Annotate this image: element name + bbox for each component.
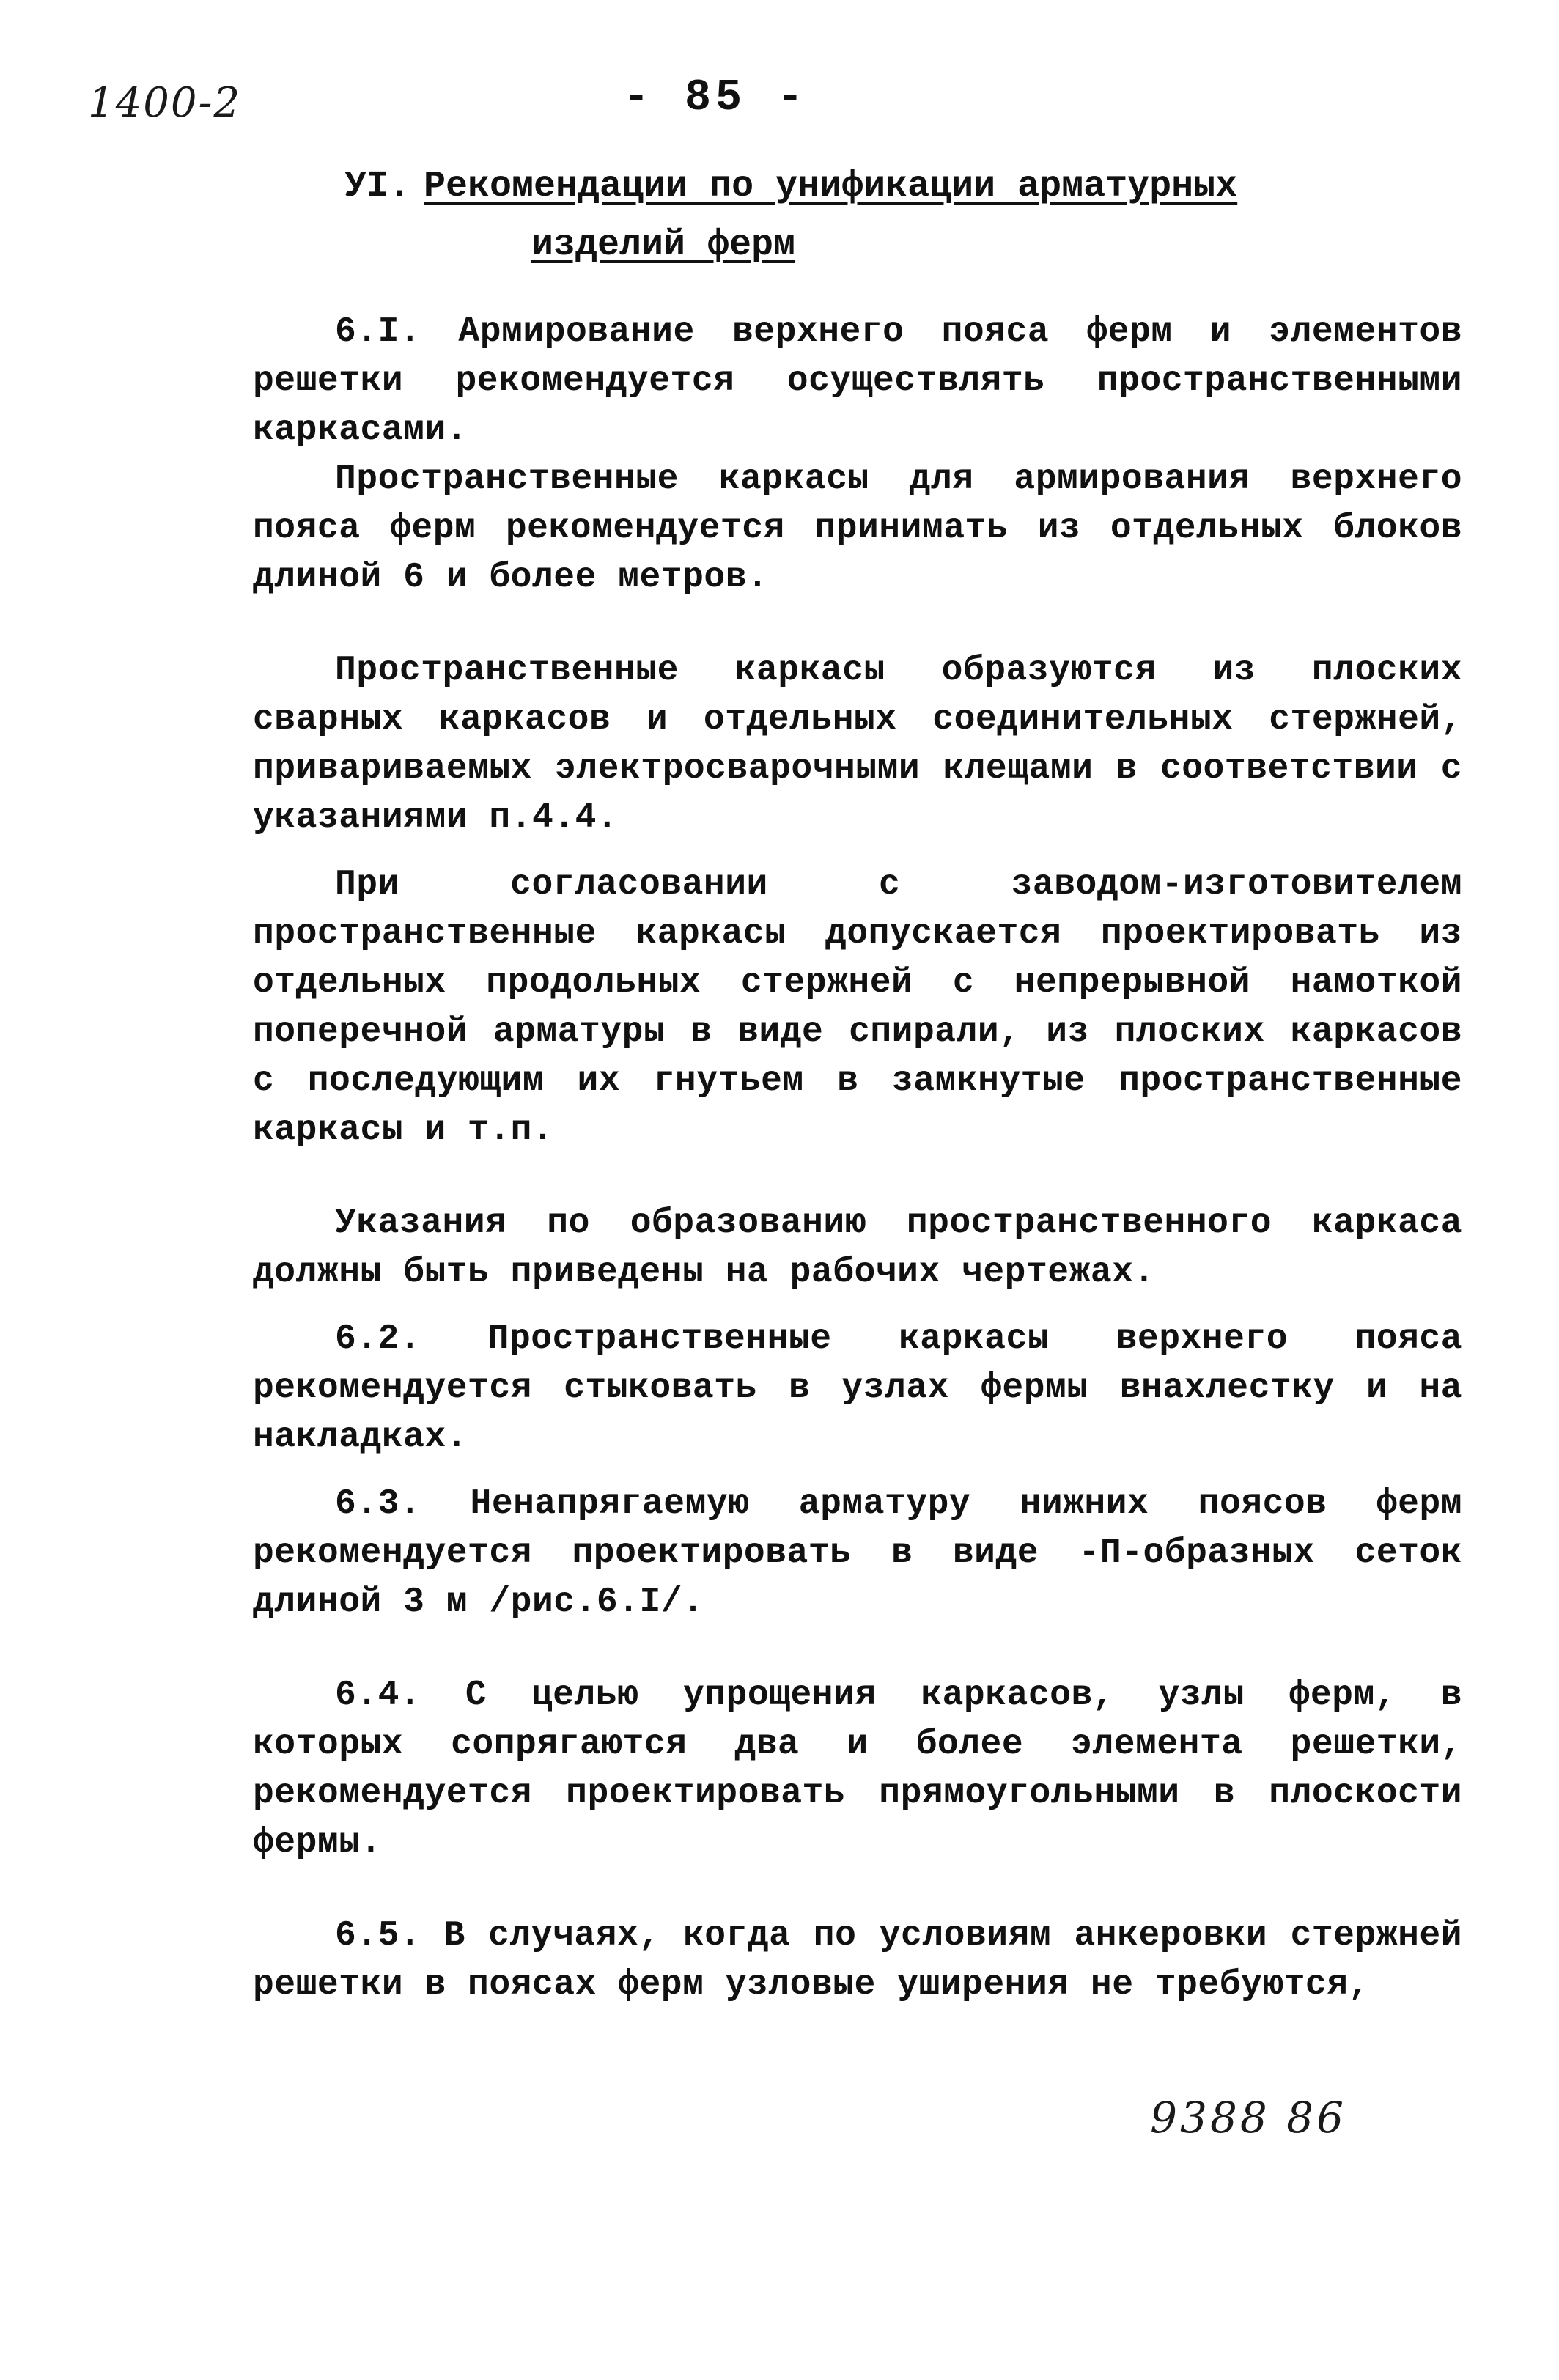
paragraph-6-3: 6.3. Ненапрягаемую арматуру нижних поясов ферм рекомендуется проектировать в виде -П-образных сеток длиной 3 м /рис.6.I/. <box>253 1484 1462 1622</box>
section-heading <box>344 158 1371 275</box>
document-code: 1400-2 <box>88 79 242 127</box>
section-title-line2: изделий ферм <box>531 224 796 266</box>
paragraph-6-4: 6.4. С целью упрощения каркасов, узлы ферм, в которых сопрягаются два и более элемента решетки, рекомендуется проектировать прямоугольными в плоскости фермы. <box>253 1676 1462 1863</box>
paragraph-6-1-agreement: При согласовании с заводом-изготовителем пространственные каркасы допускается проектировать из отдельных продольных стержней с непрерывной намоткой поперечной арматуры в виде спирали, из плоских каркасов с последующим их гнутьем в замкнутые пространственные каркасы и т.п. <box>253 865 1462 1150</box>
document-body <box>253 308 1462 2010</box>
page-number: - 85 - <box>623 73 808 123</box>
paragraph-6-2: 6.2. Пространственные каркасы верхнего пояса рекомендуется стыковать в узлах фермы внахлестку и на накладках. <box>253 1319 1462 1457</box>
section-title-line1: Рекомендации по унификации арматурных <box>424 166 1238 207</box>
handwritten-footer-number: 9388 86 <box>1150 2093 1346 2143</box>
section-number: УI. <box>344 166 411 207</box>
paragraph-6-1-blocks: Пространственные каркасы для армирования верхнего пояса ферм рекомендуется принимать из отдельных блоков длиной 6 и более метров. <box>253 460 1462 597</box>
paragraph-6-1: 6.I. Армирование верхнего пояса ферм и элементов решетки рекомендуется осуществлять пространственными каркасами. <box>253 312 1462 450</box>
paragraph-6-1-formation: Пространственные каркасы образуются из плоских сварных каркасов и отдельных соединительных стержней, привариваемых электросварочными клещами в соответствии с указаниями п.4.4. <box>253 651 1462 838</box>
paragraph-6-5: 6.5. В случаях, когда по условиям анкеровки стержней решетки в поясах ферм узловые уширения не требуются, <box>253 1916 1462 2005</box>
paragraph-6-1-instructions: Указания по образованию пространственного каркаса должны быть приведены на рабочих чертежах. <box>253 1204 1462 1292</box>
